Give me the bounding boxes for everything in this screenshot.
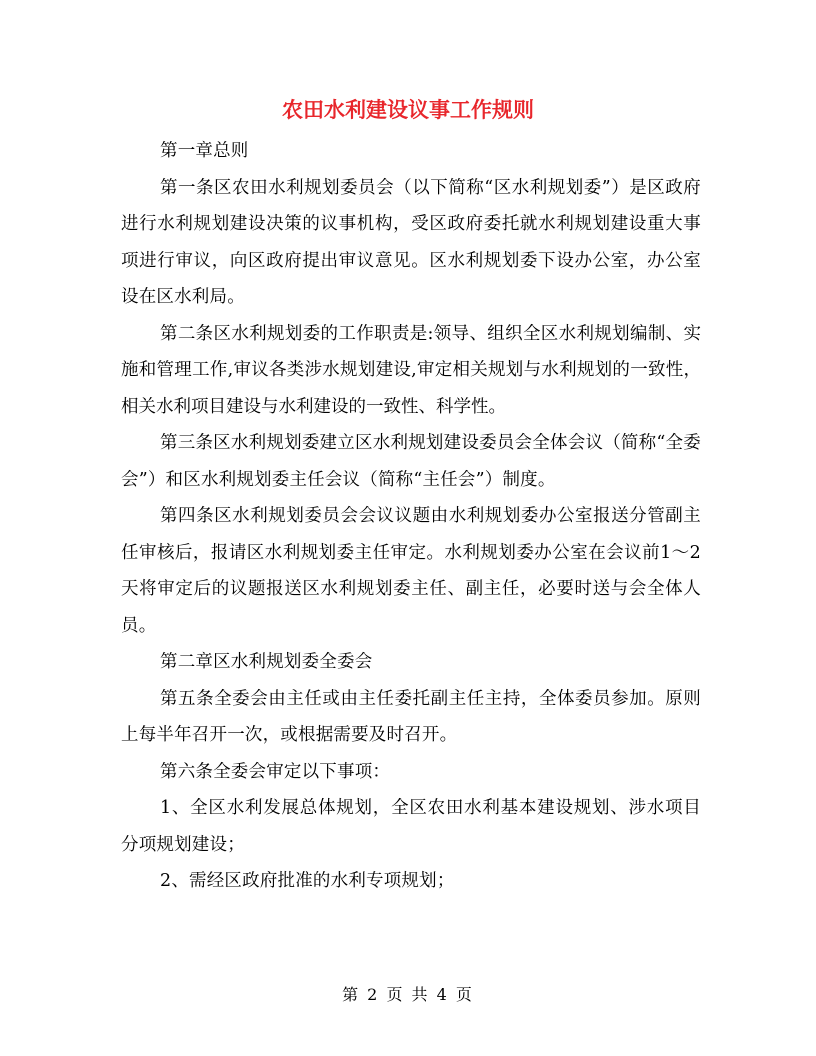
list-item: 2、需经区政府批准的水利专项规划； <box>160 871 455 891</box>
article-paragraph: 第三条区水利规划委建立区水利规划建设委员会全体会议（简称“全委会”）和区水利规划委主任会议（简称“主任会”）制度。 <box>121 433 701 490</box>
article-paragraph: 第五条全委会由主任或由主任委托副主任主持，全体委员参加。原则上每半年召开一次，或根据需要及时召开。 <box>121 688 701 745</box>
article-paragraph: 第六条全委会审定以下事项： <box>160 761 391 782</box>
chapter-heading: 第一章总则 <box>160 141 249 161</box>
chapter-heading: 第二章区水利规划委全委会 <box>160 652 373 672</box>
document-title: 农田水利建设议事工作规则 <box>282 97 534 122</box>
page-number-footer: 第 2 页 共 4 页 <box>342 985 474 1004</box>
article-paragraph: 第四条区水利规划委员会会议议题由水利规划委办公室报送分管副主任审核后，报请区水利规划委主任审定。水利规划委办公室在会议前1～2天将审定后的议题报送区水利规划委主任、副主任，必要时送与会全体人员。 <box>121 506 701 636</box>
list-item: 1、全区水利发展总体规划，全区农田水利基本建设规划、涉水项目分项规划建设； <box>121 798 701 855</box>
article-paragraph: 第一条区农田水利规划委员会（以下简称“区水利规划委”）是区政府进行水利规划建设决策的议事机构，受区政府委托就水利规划建设重大事项进行审议，向区政府提出审议意见。区水利规划委下设办公室，办公室设在区水利局。 <box>121 177 701 307</box>
article-paragraph: 第二条区水利规划委的工作职责是:领导、组织全区水利规划编制、实施和管理工作,审议各类涉水规划建设,审定相关规划与水利规划的一致性，相关水利项目建设与水利建设的一致性、科学性。 <box>121 323 701 417</box>
document-body <box>121 133 701 900</box>
